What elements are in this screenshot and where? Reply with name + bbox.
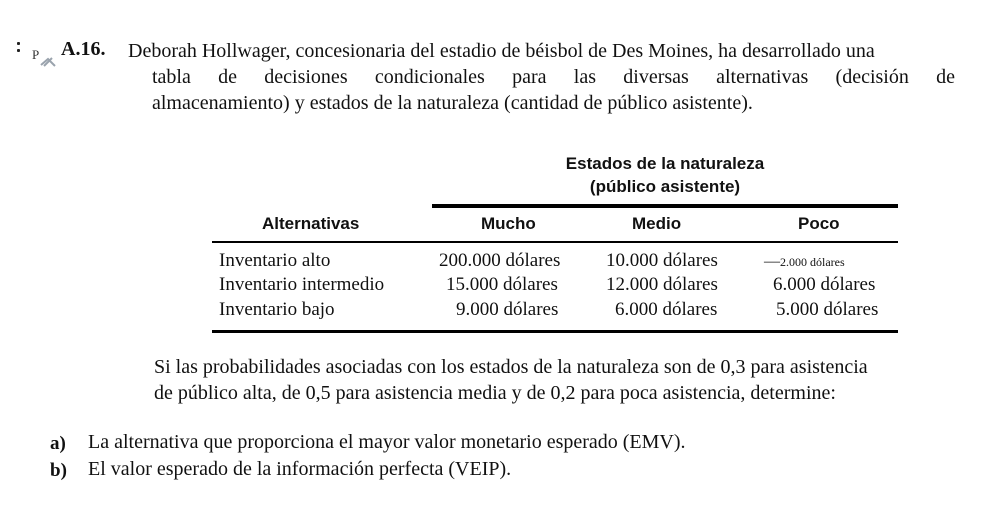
table-rule-top <box>432 204 898 208</box>
drag-handle-icon <box>16 40 22 58</box>
header-poco: Poco <box>798 214 840 233</box>
question-b-text: El valor esperado de la información perfecta (VEIP). <box>88 458 512 480</box>
cross-mark-icon <box>40 55 56 67</box>
cell-poco-value: 2.000 dólares <box>780 255 845 269</box>
intro-line-1: Deborah Hollwager, concesionaria del estadio de béisbol de Des Moines, ha desarrollado una <box>128 40 875 62</box>
question-a-label: a) <box>50 433 66 454</box>
states-title-line1: Estados de la naturaleza <box>565 154 765 173</box>
cell-poco <box>764 250 845 272</box>
cell-medio: 12.000 dólares <box>606 274 718 295</box>
table-rule-bottom <box>212 330 898 333</box>
states-title-line2: (público asistente) <box>589 177 741 196</box>
header-mucho: Mucho <box>481 214 536 233</box>
cell-poco: 6.000 dólares <box>773 274 876 295</box>
problem-number: A.16. <box>61 38 106 60</box>
cell-mucho: 9.000 dólares <box>456 299 559 320</box>
row-label: Inventario intermedio <box>219 274 385 295</box>
row-label: Inventario bajo <box>219 299 335 320</box>
header-medio: Medio <box>632 214 682 233</box>
cell-mucho: 200.000 dólares <box>439 250 561 271</box>
cell-medio: 10.000 dólares <box>606 250 718 271</box>
table-rule-header <box>212 241 898 243</box>
question-a-text: La alternativa que proporciona el mayor valor monetario esperado (EMV). <box>88 431 686 453</box>
question-b-label: b) <box>50 460 67 481</box>
problem-badge: P <box>32 47 40 62</box>
minus-sign: — <box>764 253 780 270</box>
probabilities-line-1: Si las probabilidades asociadas con los estados de la naturaleza son de 0,3 para asistencia <box>154 356 868 378</box>
intro-line-3: almacenamiento) y estados de la naturaleza (cantidad de público asistente). <box>152 92 753 114</box>
probabilities-line-2: de público alta, de 0,5 para asistencia media y de 0,2 para poca asistencia, determine: <box>154 382 836 404</box>
cell-medio: 6.000 dólares <box>615 299 718 320</box>
intro-line-2: tabla de decisiones condicionales para las diversas alternativas (decisión de <box>152 66 955 88</box>
header-alternativas: Alternativas <box>262 214 360 233</box>
states-of-nature-title <box>520 152 810 198</box>
cell-mucho: 15.000 dólares <box>446 274 558 295</box>
row-label: Inventario alto <box>219 250 331 271</box>
cell-poco: 5.000 dólares <box>776 299 879 320</box>
